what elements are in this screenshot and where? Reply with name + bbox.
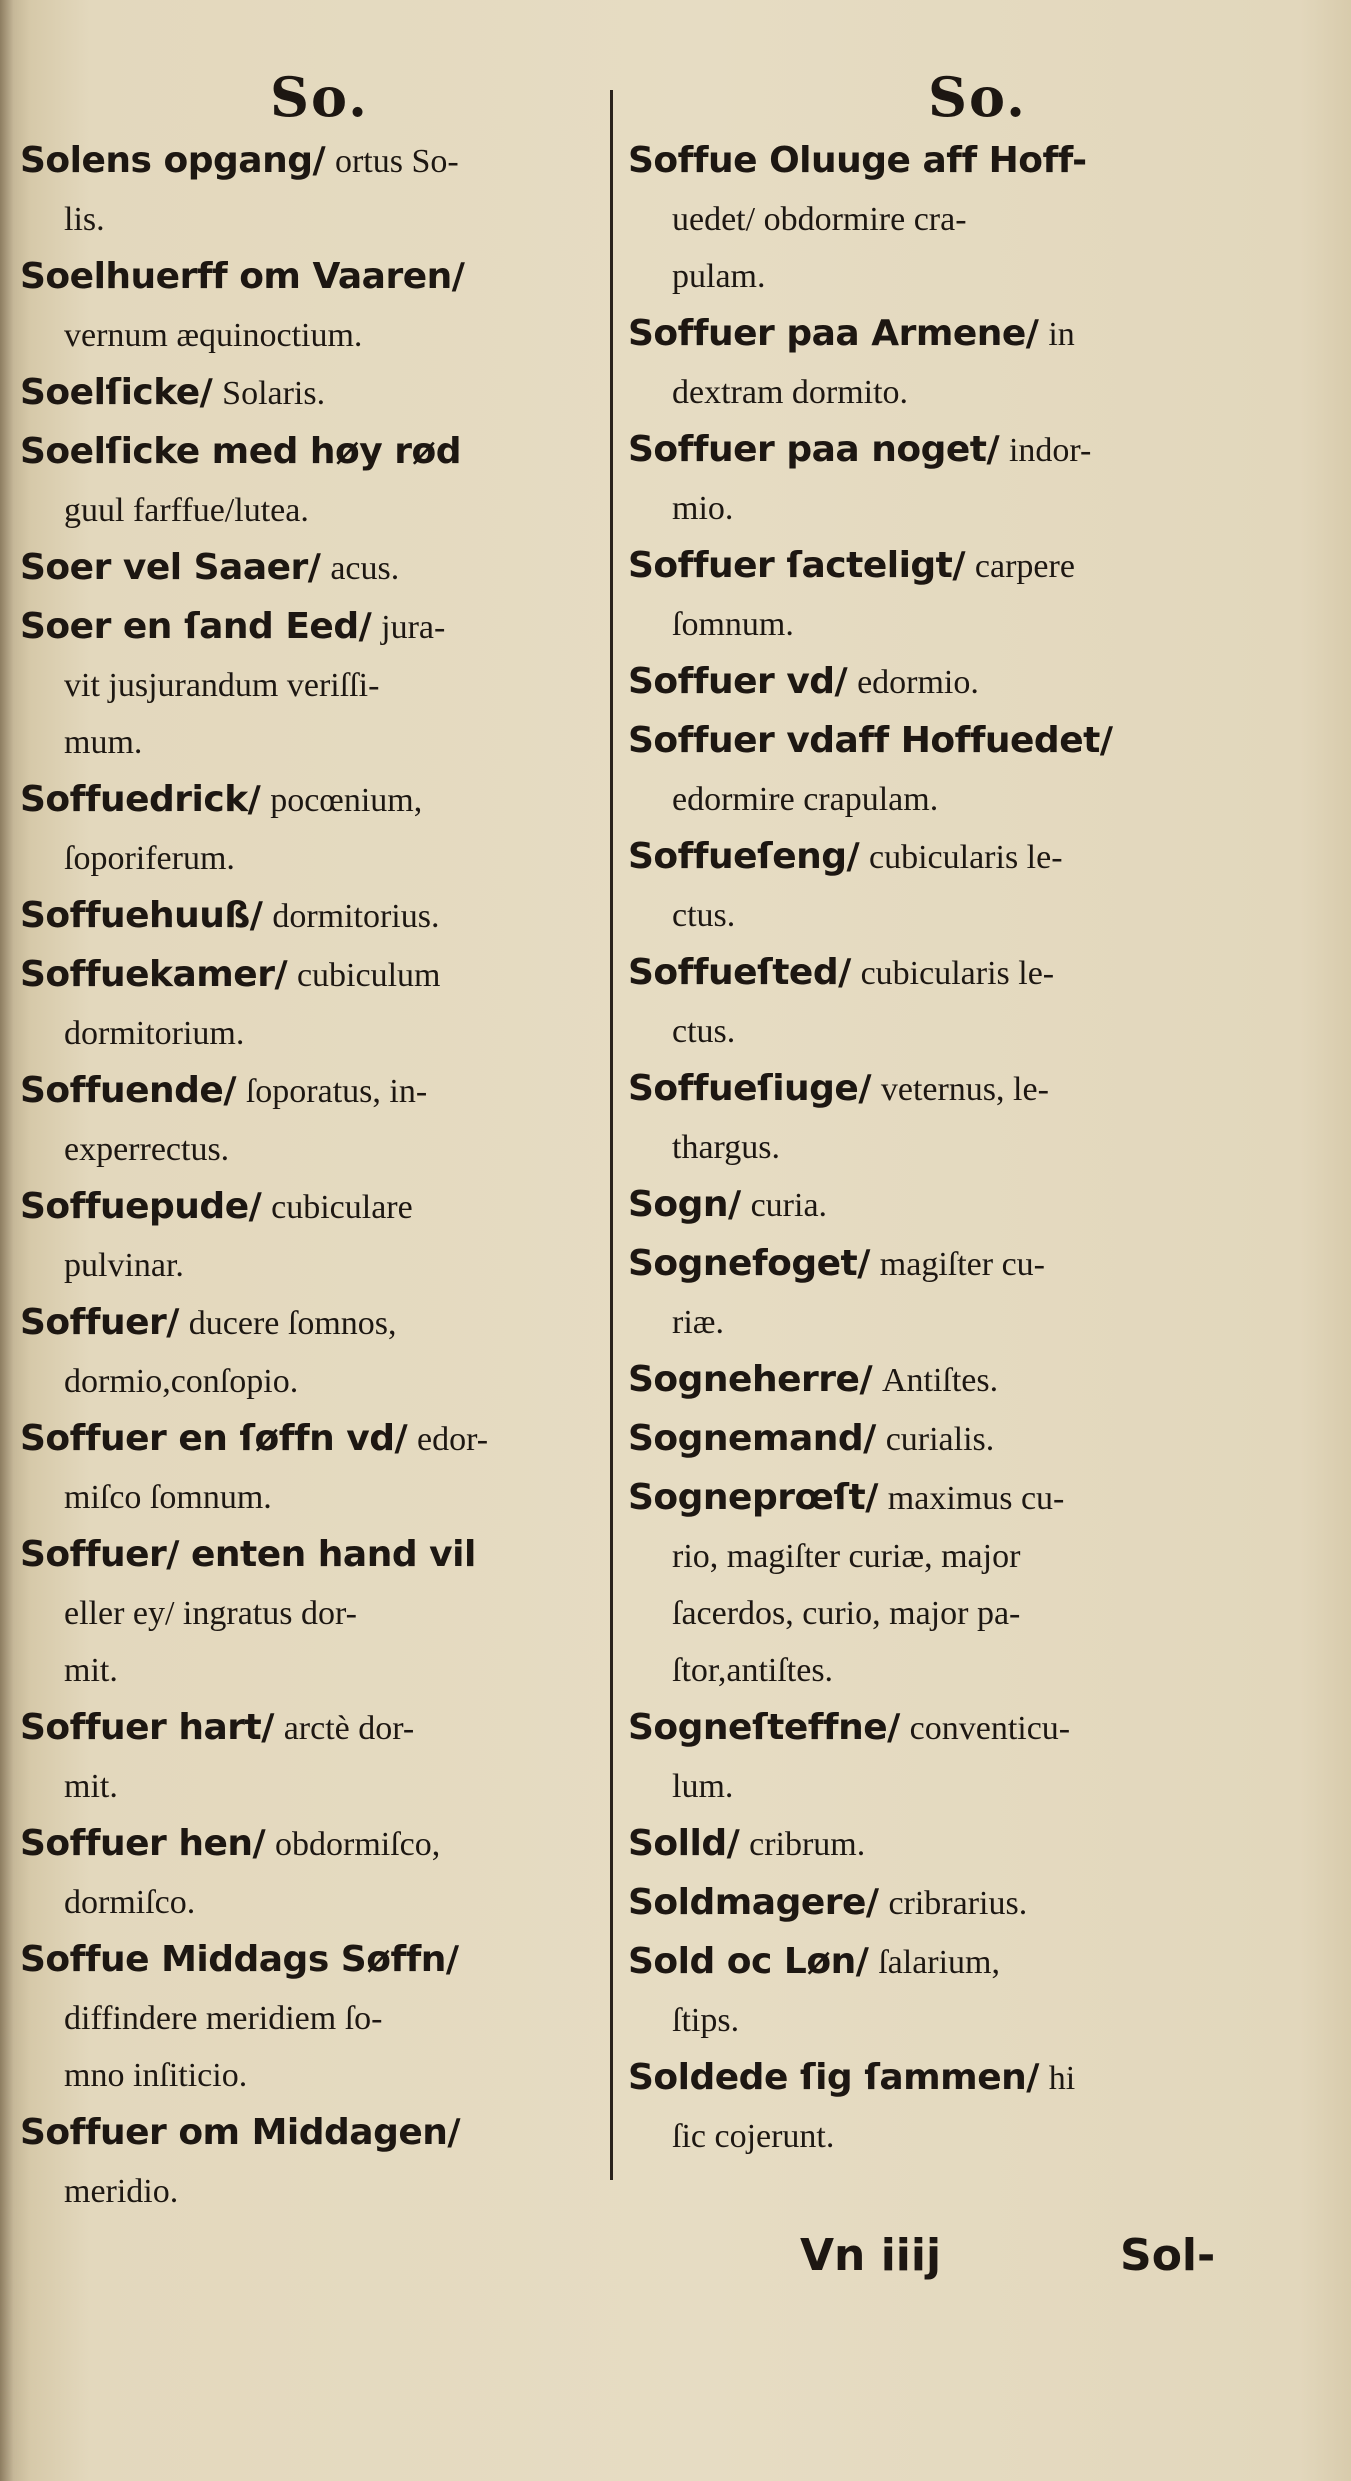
entry-continuation: ſomnum. [672,606,794,643]
entry-gloss: ortus So- [334,143,459,180]
entry-continuation: guul farffue/lutea. [64,492,309,529]
entry-continuation: riæ. [672,1304,724,1341]
entry-gloss: ducere ſomnos, [188,1305,397,1342]
dictionary-entry [20,1178,610,1294]
entry-headword: Sognefoget/ [628,1243,870,1284]
entry-continuation: dormio,conſopio. [64,1363,299,1400]
entry-first-line [628,1060,1238,1119]
entry-continuation: mno inſiticio. [64,2057,248,2094]
entry-first-line [628,2049,1238,2108]
entry-headword: Sognemand/ [628,1418,876,1459]
dictionary-entry [628,1060,1238,1176]
entry-continuation: experrectus. [64,1131,230,1168]
entry-first-line [628,421,1238,480]
entry-continuation: ſic cojerunt. [672,2118,835,2155]
entry-continuation: ſoporiferum. [64,840,235,877]
entry-continuation: mum. [64,724,143,761]
entry-headword: Soffue Middags Søffn/ [20,1939,459,1980]
entry-headword: Soffuer en ſøffn vd/ [20,1418,408,1459]
entry-continuation: eller ey/ ingratus dor- [64,1595,357,1632]
entry-headword: Soffuer vd/ [628,661,848,702]
entry-first-line [628,132,1238,191]
entry-gloss: ſoporatus, in- [245,1073,428,1110]
entry-gloss: hi [1048,2060,1076,2097]
entry-first-line [20,598,610,657]
left-column [20,0,610,2220]
entry-headword: Soldmagere/ [628,1882,879,1923]
entry-headword: Soffuer om Middagen/ [20,2112,461,2153]
entry-first-line [628,1699,1238,1758]
entry-first-line [20,1699,610,1758]
entry-gloss: cubiculum [296,957,441,994]
entry-headword: Sogneherre/ [628,1359,873,1400]
dictionary-entry [20,598,610,771]
entry-headword: Soelſicke med høy rød [20,431,462,472]
entry-first-line [628,1410,1238,1469]
entry-gloss: magiſter cu- [879,1246,1045,1283]
dictionary-entry [628,132,1238,305]
entry-continuation: rio, magiſter curiæ, major [672,1538,1021,1575]
entry-gloss: cubiculare [271,1189,413,1226]
entry-gloss: edor- [417,1421,489,1458]
entry-headword: Soffuer hen/ [20,1823,266,1864]
dictionary-entry [628,305,1238,421]
entry-headword: Soffue Oluuge aff Hoff- [628,140,1087,181]
entry-headword: Soffueſiuge/ [628,1068,871,1109]
entry-gloss: acus. [330,550,400,587]
entry-first-line [20,1294,610,1353]
dictionary-entry [628,1699,1238,1815]
entry-first-line [20,1931,610,1990]
entry-first-line [628,1176,1238,1235]
entry-gloss: arctè dor- [283,1710,415,1747]
entry-headword: Solens opgang/ [20,140,326,181]
dictionary-entry [20,1815,610,1931]
entry-first-line [20,771,610,830]
entry-gloss: pocœnium, [270,782,423,819]
entry-gloss: cubicularis le- [869,839,1063,876]
entry-first-line [20,539,610,598]
entry-gloss: curialis. [885,1421,995,1458]
catchline [800,2230,1250,2310]
dictionary-entry [20,1294,610,1410]
entry-first-line [628,1469,1238,1528]
entry-gloss: Solaris. [222,375,326,412]
entry-first-line [20,364,610,423]
entry-continuation: thargus. [672,1129,780,1166]
entry-first-line [628,1815,1238,1874]
dictionary-entry [20,771,610,887]
dictionary-entry [628,537,1238,653]
entry-headword: Soffuer vdaff Hoffuedet/ [628,720,1113,761]
entry-continuation: mio. [672,490,734,527]
entry-first-line [20,1062,610,1121]
dictionary-entry [20,2104,610,2220]
right-column [628,0,1238,2165]
left-entry-list [20,132,610,2220]
entry-headword: Soldede ſig ſammen/ [628,2057,1039,2098]
entry-continuation: ctus. [672,897,736,934]
entry-gloss: Antiſtes. [881,1362,999,1399]
entry-continuation: lis. [64,201,105,238]
dictionary-entry [628,2049,1238,2165]
entry-headword: Sogneprœſt/ [628,1477,878,1518]
entry-headword: Soelſicke/ [20,372,213,413]
entry-headword: Soffuer/ [20,1302,179,1343]
dictionary-entry [20,423,610,539]
entry-first-line [20,1410,610,1469]
entry-headword: Soffuekamer/ [20,954,288,995]
catchword: Sol- [1120,2230,1216,2281]
entry-first-line [628,712,1238,771]
entry-continuation: edormire crapulam. [672,781,939,818]
entry-first-line [20,887,610,946]
dictionary-entry [628,1469,1238,1699]
entry-headword: Sogneſteffne/ [628,1707,900,1748]
entry-headword: Soer en ſand Eed/ [20,606,372,647]
entry-continuation: uedet/ obdormire cra- [672,201,967,238]
right-entry-list [628,132,1238,2165]
entry-headword: Soffuer hart/ [20,1707,274,1748]
entry-headword: Soelhuerff om Vaaren/ [20,256,465,297]
running-head-right: So. [928,65,1027,129]
entry-first-line [628,537,1238,596]
entry-gloss: edormio. [857,664,979,701]
dictionary-entry [628,712,1238,828]
entry-first-line [20,248,610,307]
dictionary-entry [628,653,1238,712]
entry-continuation: ſtips. [672,2002,740,2039]
entry-continuation: ſtor,antiſtes. [672,1652,834,1689]
entry-gloss: cubicularis le- [860,955,1055,992]
entry-first-line [628,1235,1238,1294]
entry-continuation: meridio. [64,2173,179,2210]
entry-headword: Soer vel Saaer/ [20,547,321,588]
entry-continuation: ſacerdos, curio, major pa- [672,1595,1021,1632]
entry-gloss: in [1048,316,1075,353]
dictionary-entry [628,944,1238,1060]
dictionary-entry [20,887,610,946]
entry-continuation: pulam. [672,258,766,295]
entry-first-line [20,1815,610,1874]
entry-gloss: ſalarium, [878,1944,1001,1981]
entry-continuation: dormiſco. [64,1884,196,1921]
entry-first-line [20,946,610,1005]
entry-gloss: obdormiſco, [275,1826,441,1863]
entry-gloss: veternus, le- [880,1071,1049,1108]
entry-first-line [20,132,610,191]
dictionary-entry [20,248,610,364]
dictionary-entry [20,364,610,423]
gutter-shadow [0,0,14,2481]
column-rule [610,90,613,2180]
entry-continuation: diffindere meridiem ſo- [64,2000,383,2037]
dictionary-entry [628,1235,1238,1351]
entry-first-line [628,828,1238,887]
entry-headword: Sogn/ [628,1184,741,1225]
entry-headword: Solld/ [628,1823,740,1864]
entry-headword: Soffueſeng/ [628,836,860,877]
dictionary-entry [20,539,610,598]
entry-continuation: vernum æquinoctium. [64,317,363,354]
running-head-left: So. [270,65,369,129]
dictionary-entry [628,1815,1238,1874]
entry-first-line [628,944,1238,1003]
entry-gloss: carpere [974,548,1075,585]
dictionary-entry [20,1526,610,1699]
entry-headword: Soffuer ſacteligt/ [628,545,966,586]
entry-gloss: curia. [750,1187,828,1224]
entry-first-line [628,1874,1238,1933]
entry-first-line [628,653,1238,712]
dictionary-entry [20,132,610,248]
entry-gloss: conventicu- [909,1710,1071,1747]
dictionary-entry [628,1874,1238,1933]
entry-first-line [628,1351,1238,1410]
dictionary-entry [20,1699,610,1815]
entry-continuation: mit. [64,1768,118,1805]
dictionary-entry [628,1176,1238,1235]
entry-headword: Soffuende/ [20,1070,236,1111]
entry-headword: Soffuedrick/ [20,779,261,820]
dictionary-entry [20,946,610,1062]
entry-first-line [20,423,610,482]
entry-continuation: ctus. [672,1013,736,1050]
dictionary-entry [628,1410,1238,1469]
entry-gloss: maximus cu- [887,1480,1065,1517]
dictionary-entry [628,1351,1238,1410]
entry-first-line [20,1526,610,1585]
entry-gloss: jura- [381,609,446,646]
entry-first-line [20,1178,610,1237]
entry-first-line [628,1933,1238,1992]
dictionary-entry [628,828,1238,944]
entry-continuation: vit jusjurandum veriſſi- [64,667,380,704]
entry-headword: Soffuehuuß/ [20,895,263,936]
dictionary-entry [20,1062,610,1178]
entry-gloss: dormitorius. [272,898,440,935]
entry-headword: Soffueſted/ [628,952,851,993]
dictionary-entry [20,1410,610,1526]
entry-gloss: cribrum. [749,1826,866,1863]
signature-mark: Vn iiij [800,2230,942,2281]
dictionary-entry [628,421,1238,537]
entry-continuation: mit. [64,1652,118,1689]
entry-gloss: indor- [1008,432,1092,469]
entry-continuation: lum. [672,1768,734,1805]
entry-continuation: dextram dormito. [672,374,909,411]
dictionary-entry [628,1933,1238,2049]
dictionary-entry [20,1931,610,2104]
entry-headword: Soffuer paa noget/ [628,429,1000,470]
entry-continuation: dormitorium. [64,1015,245,1052]
entry-gloss: cribrarius. [888,1885,1028,1922]
entry-continuation: miſco ſomnum. [64,1479,272,1516]
entry-first-line [20,2104,610,2163]
entry-headword: Soffuer/ enten hand vil [20,1534,476,1575]
entry-headword: Sold oc Løn/ [628,1941,869,1982]
entry-headword: Soffuer paa Armene/ [628,313,1039,354]
entry-first-line [628,305,1238,364]
entry-continuation: pulvinar. [64,1247,184,1284]
entry-headword: Soffuepude/ [20,1186,262,1227]
